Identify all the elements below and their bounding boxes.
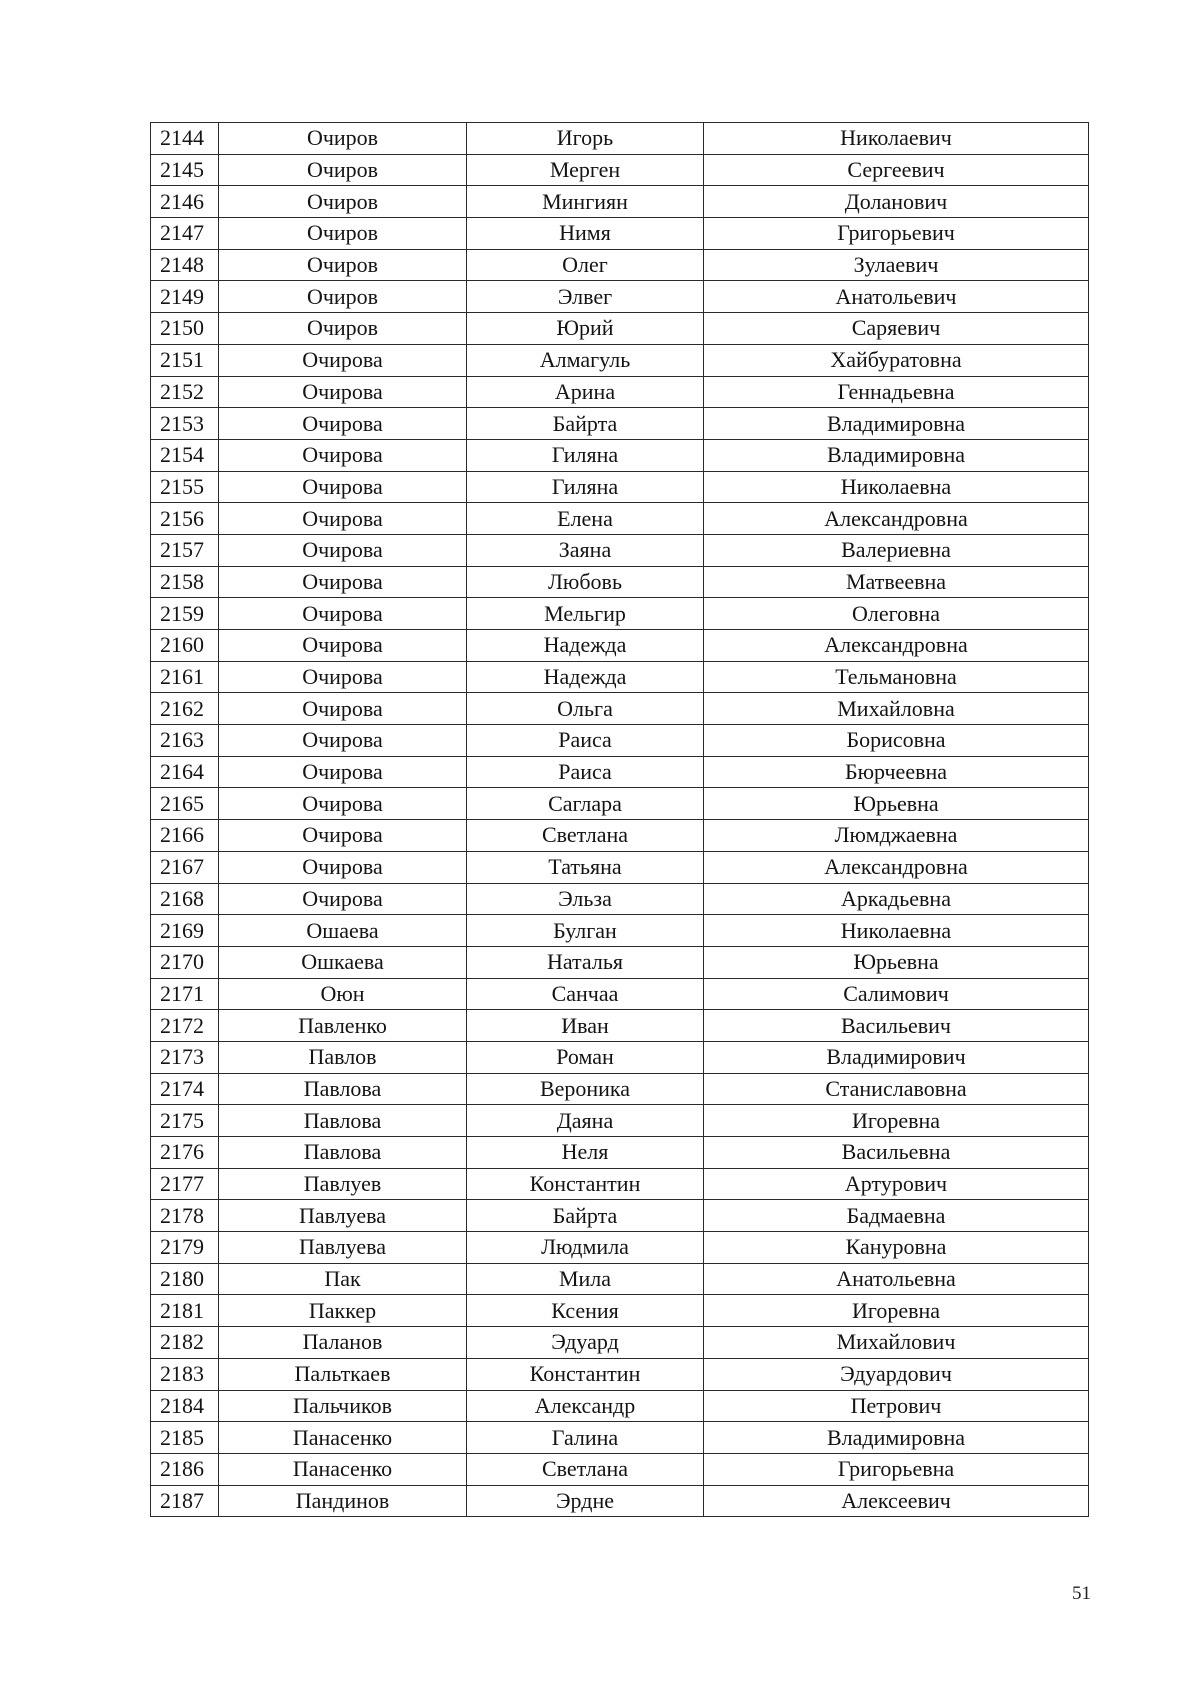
table-row [151,946,1089,978]
row-number-cell: 2173 [151,1041,219,1073]
first-name-cell: Неля [467,1137,704,1169]
patronymic-cell: Николаевич [704,123,1089,155]
patronymic-cell: Олеговна [704,598,1089,630]
surname-cell: Очирова [219,503,467,535]
register-table-body [151,123,1089,1517]
first-name-cell: Эрдне [467,1485,704,1517]
surname-cell: Очиров [219,218,467,250]
row-number-cell: 2166 [151,820,219,852]
first-name-cell: Нимя [467,218,704,250]
table-row [151,249,1089,281]
patronymic-cell: Бадмаевна [704,1200,1089,1232]
row-number-cell: 2184 [151,1390,219,1422]
row-number-cell: 2174 [151,1073,219,1105]
patronymic-cell: Игоревна [704,1105,1089,1137]
table-row [151,630,1089,662]
surname-cell: Очирова [219,725,467,757]
surname-cell: Ошкаева [219,946,467,978]
row-number-cell: 2182 [151,1327,219,1359]
table-row [151,186,1089,218]
surname-cell: Пальткаев [219,1358,467,1390]
surname-cell: Очирова [219,598,467,630]
surname-cell: Павлуева [219,1200,467,1232]
surname-cell: Оюн [219,978,467,1010]
row-number-cell: 2159 [151,598,219,630]
table-row [151,915,1089,947]
patronymic-cell: Игоревна [704,1295,1089,1327]
patronymic-cell: Александровна [704,851,1089,883]
first-name-cell: Светлана [467,1453,704,1485]
first-name-cell: Любовь [467,566,704,598]
table-row [151,1105,1089,1137]
surname-cell: Очирова [219,534,467,566]
row-number-cell: 2186 [151,1453,219,1485]
first-name-cell: Мельгир [467,598,704,630]
surname-cell: Паланов [219,1327,467,1359]
row-number-cell: 2157 [151,534,219,566]
surname-cell: Очиров [219,313,467,345]
surname-cell: Очирова [219,630,467,662]
table-row [151,1232,1089,1264]
row-number-cell: 2149 [151,281,219,313]
table-row [151,1263,1089,1295]
row-number-cell: 2155 [151,471,219,503]
row-number-cell: 2158 [151,566,219,598]
patronymic-cell: Артурович [704,1168,1089,1200]
table-row [151,1485,1089,1517]
row-number-cell: 2187 [151,1485,219,1517]
surname-cell: Панасенко [219,1422,467,1454]
first-name-cell: Иван [467,1010,704,1042]
table-row [151,1390,1089,1422]
patronymic-cell: Владимировна [704,1422,1089,1454]
patronymic-cell: Сергеевич [704,154,1089,186]
table-row [151,661,1089,693]
patronymic-cell: Эдуардович [704,1358,1089,1390]
table-row [151,1073,1089,1105]
row-number-cell: 2175 [151,1105,219,1137]
surname-cell: Павлова [219,1105,467,1137]
first-name-cell: Эдуард [467,1327,704,1359]
table-row [151,1327,1089,1359]
table-row [151,123,1089,155]
patronymic-cell: Зулаевич [704,249,1089,281]
row-number-cell: 2162 [151,693,219,725]
first-name-cell: Даяна [467,1105,704,1137]
table-row [151,1422,1089,1454]
first-name-cell: Надежда [467,661,704,693]
first-name-cell: Арина [467,376,704,408]
table-row [151,534,1089,566]
surname-cell: Очирова [219,344,467,376]
surname-cell: Павлова [219,1137,467,1169]
patronymic-cell: Валериевна [704,534,1089,566]
name-register [150,122,1088,1517]
patronymic-cell: Григорьевна [704,1453,1089,1485]
row-number-cell: 2164 [151,756,219,788]
patronymic-cell: Михайловна [704,693,1089,725]
table-row [151,471,1089,503]
row-number-cell: 2168 [151,883,219,915]
table-row [151,788,1089,820]
first-name-cell: Гиляна [467,439,704,471]
first-name-cell: Байрта [467,1200,704,1232]
row-number-cell: 2176 [151,1137,219,1169]
first-name-cell: Александр [467,1390,704,1422]
surname-cell: Очирова [219,661,467,693]
first-name-cell: Игорь [467,123,704,155]
first-name-cell: Булган [467,915,704,947]
table-row [151,978,1089,1010]
first-name-cell: Юрий [467,313,704,345]
surname-cell: Очиров [219,154,467,186]
surname-cell: Очирова [219,439,467,471]
row-number-cell: 2151 [151,344,219,376]
row-number-cell: 2152 [151,376,219,408]
patronymic-cell: Александровна [704,503,1089,535]
patronymic-cell: Владимировна [704,408,1089,440]
surname-cell: Очирова [219,883,467,915]
patronymic-cell: Станиславовна [704,1073,1089,1105]
table-row [151,218,1089,250]
row-number-cell: 2144 [151,123,219,155]
first-name-cell: Вероника [467,1073,704,1105]
patronymic-cell: Саряевич [704,313,1089,345]
table-row [151,503,1089,535]
first-name-cell: Эльза [467,883,704,915]
patronymic-cell: Николаевна [704,471,1089,503]
patronymic-cell: Люмджаевна [704,820,1089,852]
patronymic-cell: Бюрчеевна [704,756,1089,788]
patronymic-cell: Александровна [704,630,1089,662]
surname-cell: Очирова [219,471,467,503]
patronymic-cell: Кануровна [704,1232,1089,1264]
first-name-cell: Санчаа [467,978,704,1010]
table-row [151,1168,1089,1200]
first-name-cell: Заяна [467,534,704,566]
table-row [151,408,1089,440]
table-row [151,313,1089,345]
row-number-cell: 2169 [151,915,219,947]
surname-cell: Очирова [219,788,467,820]
first-name-cell: Мерген [467,154,704,186]
first-name-cell: Наталья [467,946,704,978]
first-name-cell: Людмила [467,1232,704,1264]
table-row [151,281,1089,313]
row-number-cell: 2183 [151,1358,219,1390]
table-row [151,1010,1089,1042]
row-number-cell: 2161 [151,661,219,693]
patronymic-cell: Матвеевна [704,566,1089,598]
row-number-cell: 2147 [151,218,219,250]
row-number-cell: 2156 [151,503,219,535]
surname-cell: Пальчиков [219,1390,467,1422]
first-name-cell: Роман [467,1041,704,1073]
row-number-cell: 2167 [151,851,219,883]
surname-cell: Пандинов [219,1485,467,1517]
first-name-cell: Олег [467,249,704,281]
patronymic-cell: Васильевна [704,1137,1089,1169]
first-name-cell: Байрта [467,408,704,440]
surname-cell: Очиров [219,281,467,313]
first-name-cell: Гиляна [467,471,704,503]
surname-cell: Очирова [219,693,467,725]
surname-cell: Павлуева [219,1232,467,1264]
patronymic-cell: Владимирович [704,1041,1089,1073]
first-name-cell: Елена [467,503,704,535]
row-number-cell: 2148 [151,249,219,281]
row-number-cell: 2145 [151,154,219,186]
table-row [151,1358,1089,1390]
row-number-cell: 2160 [151,630,219,662]
first-name-cell: Алмагуль [467,344,704,376]
row-number-cell: 2178 [151,1200,219,1232]
surname-cell: Павлов [219,1041,467,1073]
patronymic-cell: Николаевна [704,915,1089,947]
table-row [151,1453,1089,1485]
table-row [151,566,1089,598]
first-name-cell: Константин [467,1168,704,1200]
surname-cell: Ошаева [219,915,467,947]
table-row [151,820,1089,852]
patronymic-cell: Хайбуратовна [704,344,1089,376]
table-row [151,883,1089,915]
table-row [151,344,1089,376]
row-number-cell: 2146 [151,186,219,218]
row-number-cell: 2170 [151,946,219,978]
first-name-cell: Ольга [467,693,704,725]
table-row [151,693,1089,725]
surname-cell: Очиров [219,186,467,218]
table-row [151,376,1089,408]
table-row [151,756,1089,788]
row-number-cell: 2180 [151,1263,219,1295]
patronymic-cell: Аркадьевна [704,883,1089,915]
row-number-cell: 2185 [151,1422,219,1454]
first-name-cell: Раиса [467,725,704,757]
table-row [151,725,1089,757]
surname-cell: Павлуев [219,1168,467,1200]
table-row [151,439,1089,471]
page-number: 51 [1072,1583,1091,1604]
table-row [151,1041,1089,1073]
first-name-cell: Ксения [467,1295,704,1327]
row-number-cell: 2153 [151,408,219,440]
row-number-cell: 2154 [151,439,219,471]
first-name-cell: Константин [467,1358,704,1390]
surname-cell: Пак [219,1263,467,1295]
surname-cell: Очиров [219,123,467,155]
first-name-cell: Саглара [467,788,704,820]
row-number-cell: 2163 [151,725,219,757]
register-table [150,122,1089,1517]
row-number-cell: 2165 [151,788,219,820]
first-name-cell: Галина [467,1422,704,1454]
row-number-cell: 2179 [151,1232,219,1264]
row-number-cell: 2171 [151,978,219,1010]
first-name-cell: Раиса [467,756,704,788]
first-name-cell: Мингиян [467,186,704,218]
patronymic-cell: Анатольевич [704,281,1089,313]
surname-cell: Очирова [219,408,467,440]
surname-cell: Очирова [219,566,467,598]
patronymic-cell: Петрович [704,1390,1089,1422]
table-row [151,1295,1089,1327]
patronymic-cell: Геннадьевна [704,376,1089,408]
row-number-cell: 2181 [151,1295,219,1327]
patronymic-cell: Тельмановна [704,661,1089,693]
patronymic-cell: Алексеевич [704,1485,1089,1517]
surname-cell: Павленко [219,1010,467,1042]
table-row [151,1137,1089,1169]
surname-cell: Очиров [219,249,467,281]
first-name-cell: Мила [467,1263,704,1295]
table-row [151,851,1089,883]
row-number-cell: 2150 [151,313,219,345]
surname-cell: Панасенко [219,1453,467,1485]
table-row [151,154,1089,186]
table-row [151,598,1089,630]
patronymic-cell: Анатольевна [704,1263,1089,1295]
surname-cell: Павлова [219,1073,467,1105]
surname-cell: Очирова [219,820,467,852]
surname-cell: Очирова [219,756,467,788]
first-name-cell: Татьяна [467,851,704,883]
first-name-cell: Надежда [467,630,704,662]
row-number-cell: 2177 [151,1168,219,1200]
row-number-cell: 2172 [151,1010,219,1042]
patronymic-cell: Борисовна [704,725,1089,757]
first-name-cell: Элвег [467,281,704,313]
patronymic-cell: Доланович [704,186,1089,218]
surname-cell: Очирова [219,376,467,408]
first-name-cell: Светлана [467,820,704,852]
patronymic-cell: Юрьевна [704,788,1089,820]
patronymic-cell: Салимович [704,978,1089,1010]
surname-cell: Очирова [219,851,467,883]
table-row [151,1200,1089,1232]
patronymic-cell: Михайлович [704,1327,1089,1359]
patronymic-cell: Владимировна [704,439,1089,471]
patronymic-cell: Васильевич [704,1010,1089,1042]
surname-cell: Паккер [219,1295,467,1327]
patronymic-cell: Юрьевна [704,946,1089,978]
patronymic-cell: Григорьевич [704,218,1089,250]
